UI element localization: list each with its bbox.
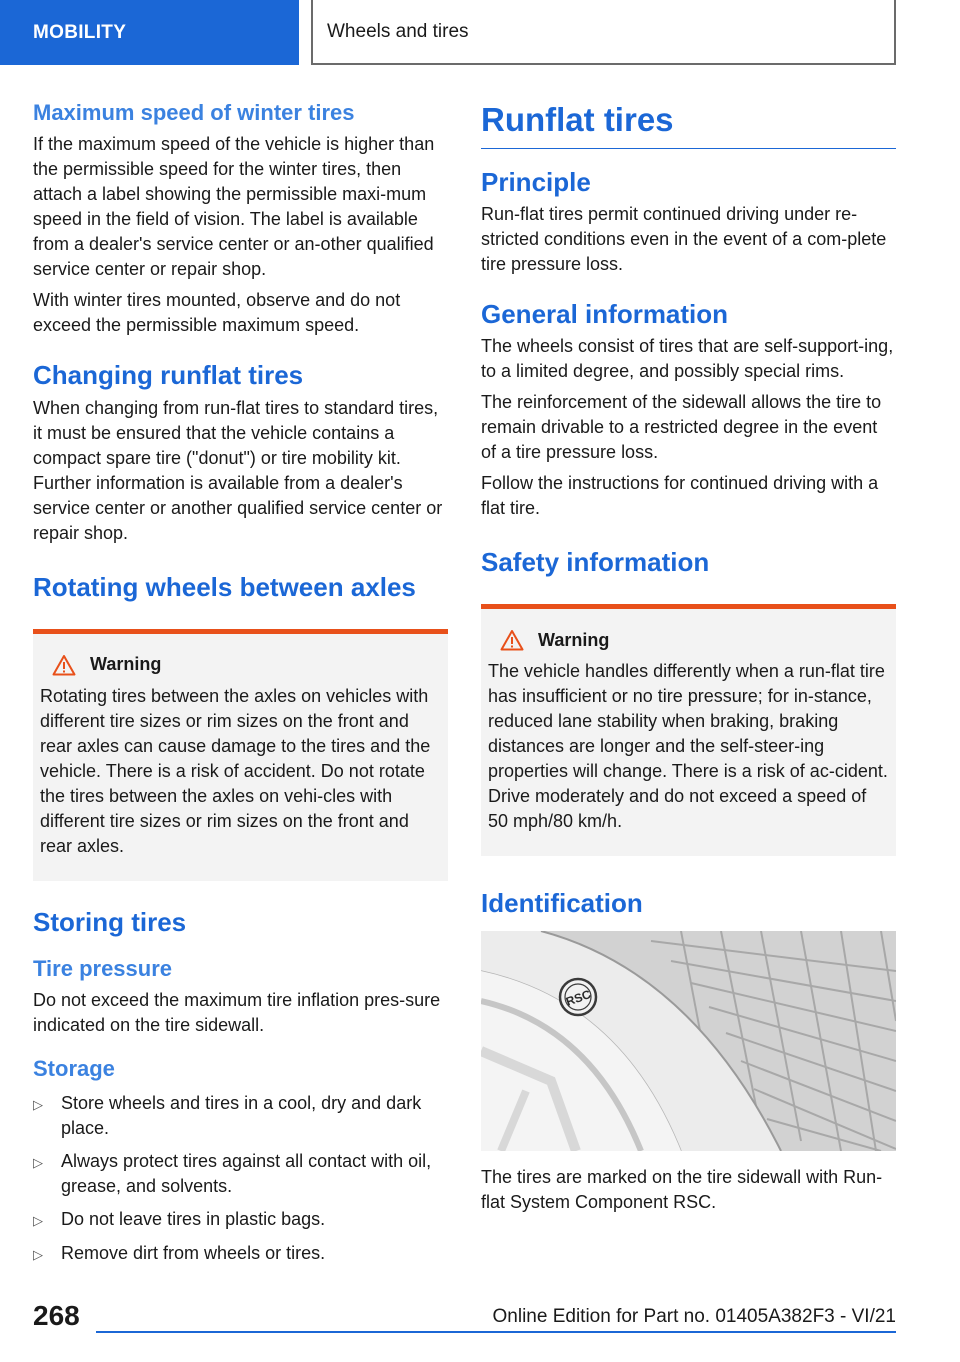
warning-label: Warning [538, 629, 610, 650]
list-item: ▷ Do not leave tires in plastic bags. [33, 1207, 448, 1233]
winter-speed-heading: Maximum speed of winter tires [33, 100, 355, 125]
winter-speed-paragraph-1: If the maximum speed of the vehicle is higher than the permissible speed for the winter tires, then attach a label showing the permissible maxi‐mum speed in the field of vision. The label is available from a dealer's service center or an‐other qualified service center or repair shop. [33, 134, 435, 280]
section-tab [0, 0, 299, 65]
edition-text: Online Edition for Part no. 01405A382F3 - VI/21 [492, 1306, 896, 1327]
right-column [481, 100, 896, 1215]
warning-text: The vehicle handles differently when a run-flat tire has insufficient or no tire pressure; for in‐stance, reduced lane stability when braking, braking distances are longer and the self-steer‐ing properties will change. There is a risk of ac‐cident. Drive moderately and do not exceed a speed of 50 mph/80 km/h. [488, 661, 888, 832]
runflat-tire-illustration [481, 931, 896, 1151]
runflat-main-heading: Runflat tires [481, 100, 896, 149]
warning-text: Rotating tires between the axles on vehicles with different tire sizes or rim sizes on the front and rear axles can cause damage to the tires and the vehicle. There is a risk of accident. Do not rotate the tires between the axles on vehi‐cles with different tire sizes or rim sizes on the front and rear axles. [40, 685, 431, 856]
triangle-bullet-icon: ▷ [33, 1096, 43, 1112]
warning-triangle-icon [500, 629, 524, 651]
section-label: MOBILITY [33, 21, 127, 43]
chapter-title: Wheels and tires [327, 20, 469, 42]
warning-triangle-icon [52, 654, 76, 676]
identification-heading: Identification [481, 888, 643, 919]
general-paragraph-1: The wheels consist of tires that are self-support‐ing, to a limited degree, and possibly special rims. [481, 335, 894, 381]
warning-header [488, 629, 888, 651]
tire-pressure-heading: Tire pressure [33, 955, 173, 981]
triangle-bullet-icon: ▷ [33, 1212, 43, 1228]
rsc-badge-icon [560, 979, 596, 1015]
warning-label: Warning [90, 654, 162, 675]
storing-tires-heading: Storing tires [33, 906, 187, 937]
triangle-bullet-icon: ▷ [33, 1154, 43, 1170]
list-item: ▷ Store wheels and tires in a cool, dry and dark place. [33, 1091, 448, 1141]
safety-information-heading: Safety information [481, 546, 710, 577]
rotating-wheels-heading: Rotating wheels between axles [33, 571, 416, 602]
left-column [33, 100, 448, 1267]
svg-text:RSC: RSC [564, 987, 593, 1010]
principle-heading: Principle [481, 166, 591, 197]
storage-list [33, 1091, 448, 1267]
general-information-heading: General information [481, 298, 729, 329]
list-item: ▷ Remove dirt from wheels or tires. [33, 1241, 448, 1267]
footer-rule [96, 1331, 896, 1333]
storage-heading: Storage [33, 1056, 115, 1082]
list-item: ▷ Always protect tires against all contact with oil, grease, and solvents. [33, 1149, 448, 1199]
general-paragraph-2: The reinforcement of the sidewall allows the tire to remain drivable to a restricted degree in the event of a tire pressure loss. [481, 391, 882, 462]
changing-runflat-paragraph: When changing from run-flat tires to standard tires, it must be ensured that the vehicle contains a compact spare tire ("donut") or tire mobility kit. Further information is available from a dealer's service center or another qualified service center or repair shop. [33, 397, 443, 543]
changing-runflat-heading: Changing runflat tires [33, 360, 304, 391]
identification-paragraph: The tires are marked on the tire sidewall with Run-flat System Component RSC. [481, 1167, 883, 1213]
triangle-bullet-icon: ▷ [33, 1246, 43, 1262]
runflat-warning-box [481, 604, 896, 856]
chapter-title-box [311, 0, 896, 65]
general-paragraph-3: Follow the instructions for continued driving with a flat tire. [481, 472, 879, 518]
tire-pressure-paragraph: Do not exceed the maximum tire inflation pres‐sure indicated on the tire sidewall. [33, 990, 441, 1036]
warning-header [40, 654, 440, 676]
page-number: 268 [33, 1300, 80, 1331]
principle-paragraph: Run-flat tires permit continued driving under re‐stricted conditions even in the event of a com‐plete tire pressure loss. [481, 203, 887, 274]
rotating-warning-box [33, 629, 448, 881]
winter-speed-paragraph-2: With winter tires mounted, observe and do not exceed the permissible maximum speed. [33, 290, 401, 336]
